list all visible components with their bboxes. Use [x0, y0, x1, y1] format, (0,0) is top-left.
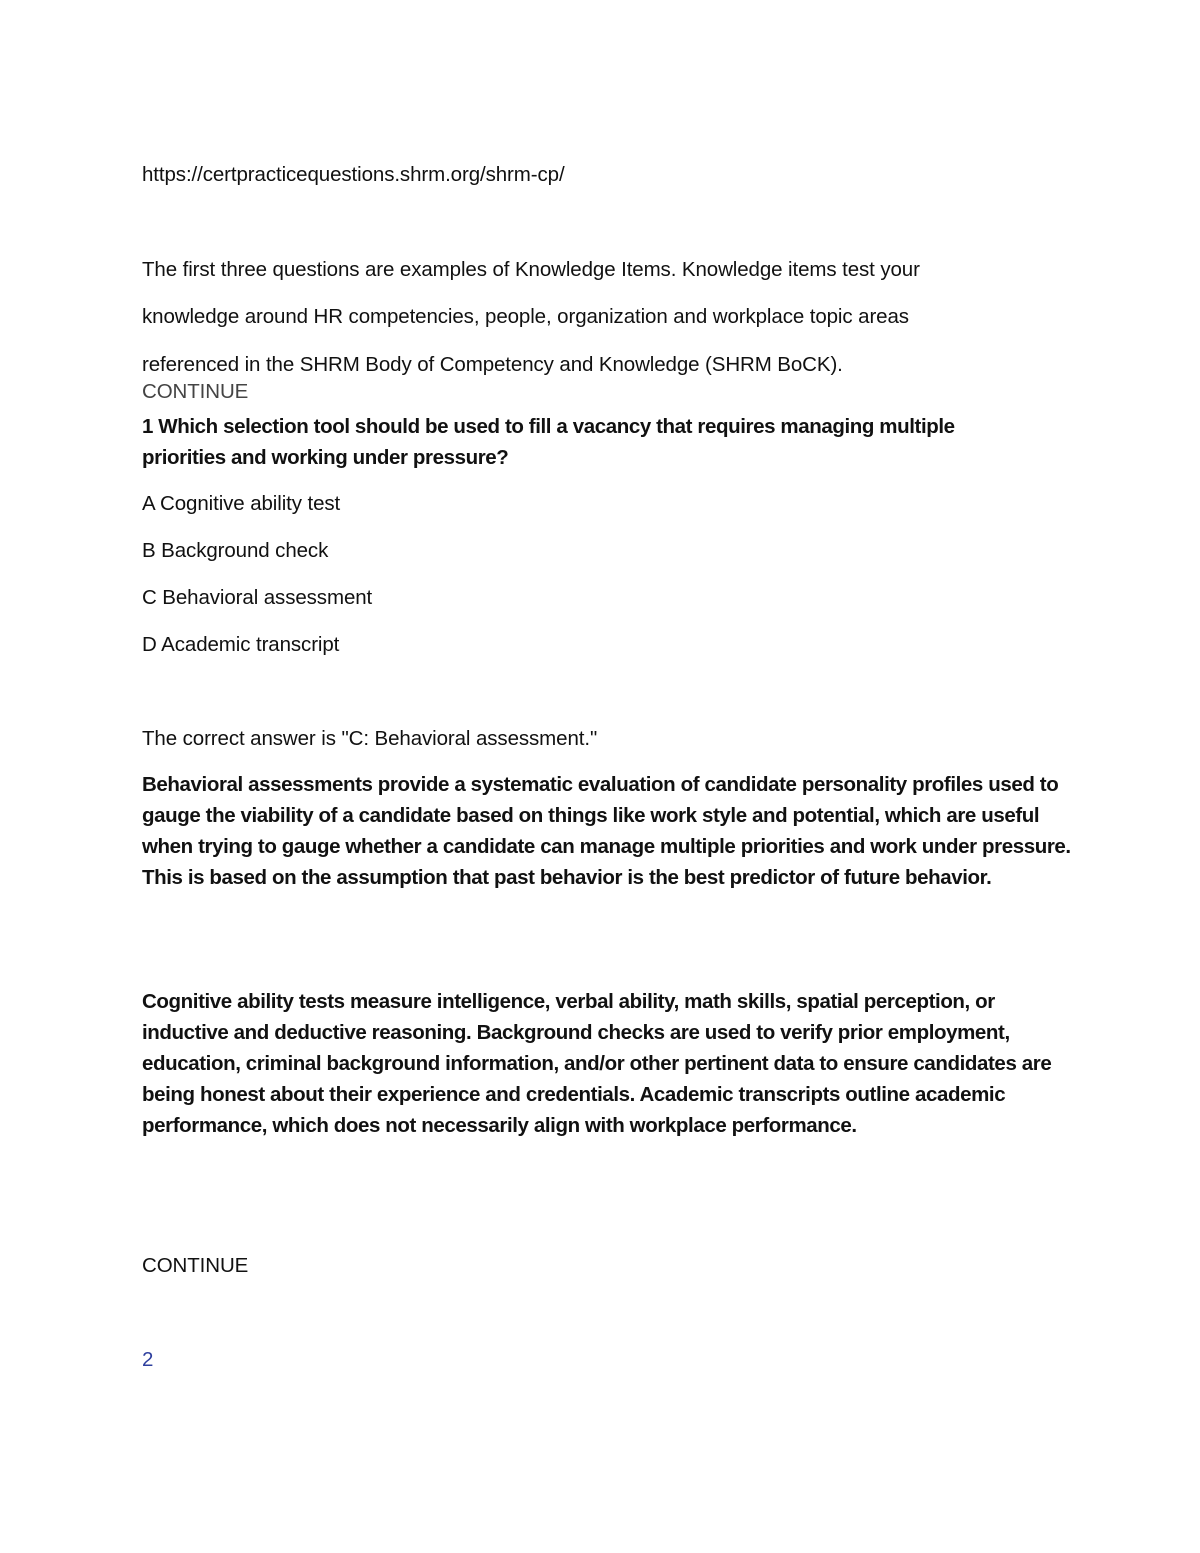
- intro-line-1: The first three questions are examples of Knowledge Items. Knowledge items test your: [142, 258, 920, 281]
- continue-bottom-label: CONTINUE: [142, 1254, 249, 1277]
- source-url: https://certpracticequestions.shrm.org/shrm-cp/: [142, 163, 565, 186]
- option-a: A Cognitive ability test: [142, 492, 341, 515]
- distractors-explanation: Cognitive ability tests measure intelligence, verbal ability, math skills, spatial perception, or inductive and deductive reasoning. Background checks are used to verify prior employment, education, criminal background information, and/or other pertinent data to ensure candidates are being honest about their experience and credentials. Academic transcripts outline academic performance, which does not necessarily align with workplace performance.: [142, 990, 1052, 1137]
- option-b: B Background check: [142, 539, 329, 562]
- correct-answer: The correct answer is "C: Behavioral assessment.": [142, 727, 598, 750]
- continue-top-label: CONTINUE: [142, 380, 249, 403]
- answer-explanation: Behavioral assessments provide a systematic evaluation of candidate personality profiles used to gauge the viability of a candidate based on things like work style and potential, which are useful when trying to gauge whether a candidate can manage multiple priorities and work under pressure. This is based on the assumption that past behavior is the best predictor of future behavior.: [142, 773, 1071, 889]
- next-question-number: 2: [142, 1348, 154, 1371]
- question-line-2: priorities and working under pressure?: [142, 446, 509, 469]
- option-d: D Academic transcript: [142, 633, 340, 656]
- option-c: C Behavioral assessment: [142, 586, 373, 609]
- intro-line-2: knowledge around HR competencies, people, organization and workplace topic areas: [142, 305, 909, 328]
- intro-line-3: referenced in the SHRM Body of Competency and Knowledge (SHRM BoCK).: [142, 353, 843, 376]
- question-line-1: 1 Which selection tool should be used to fill a vacancy that requires managing multiple: [142, 415, 955, 438]
